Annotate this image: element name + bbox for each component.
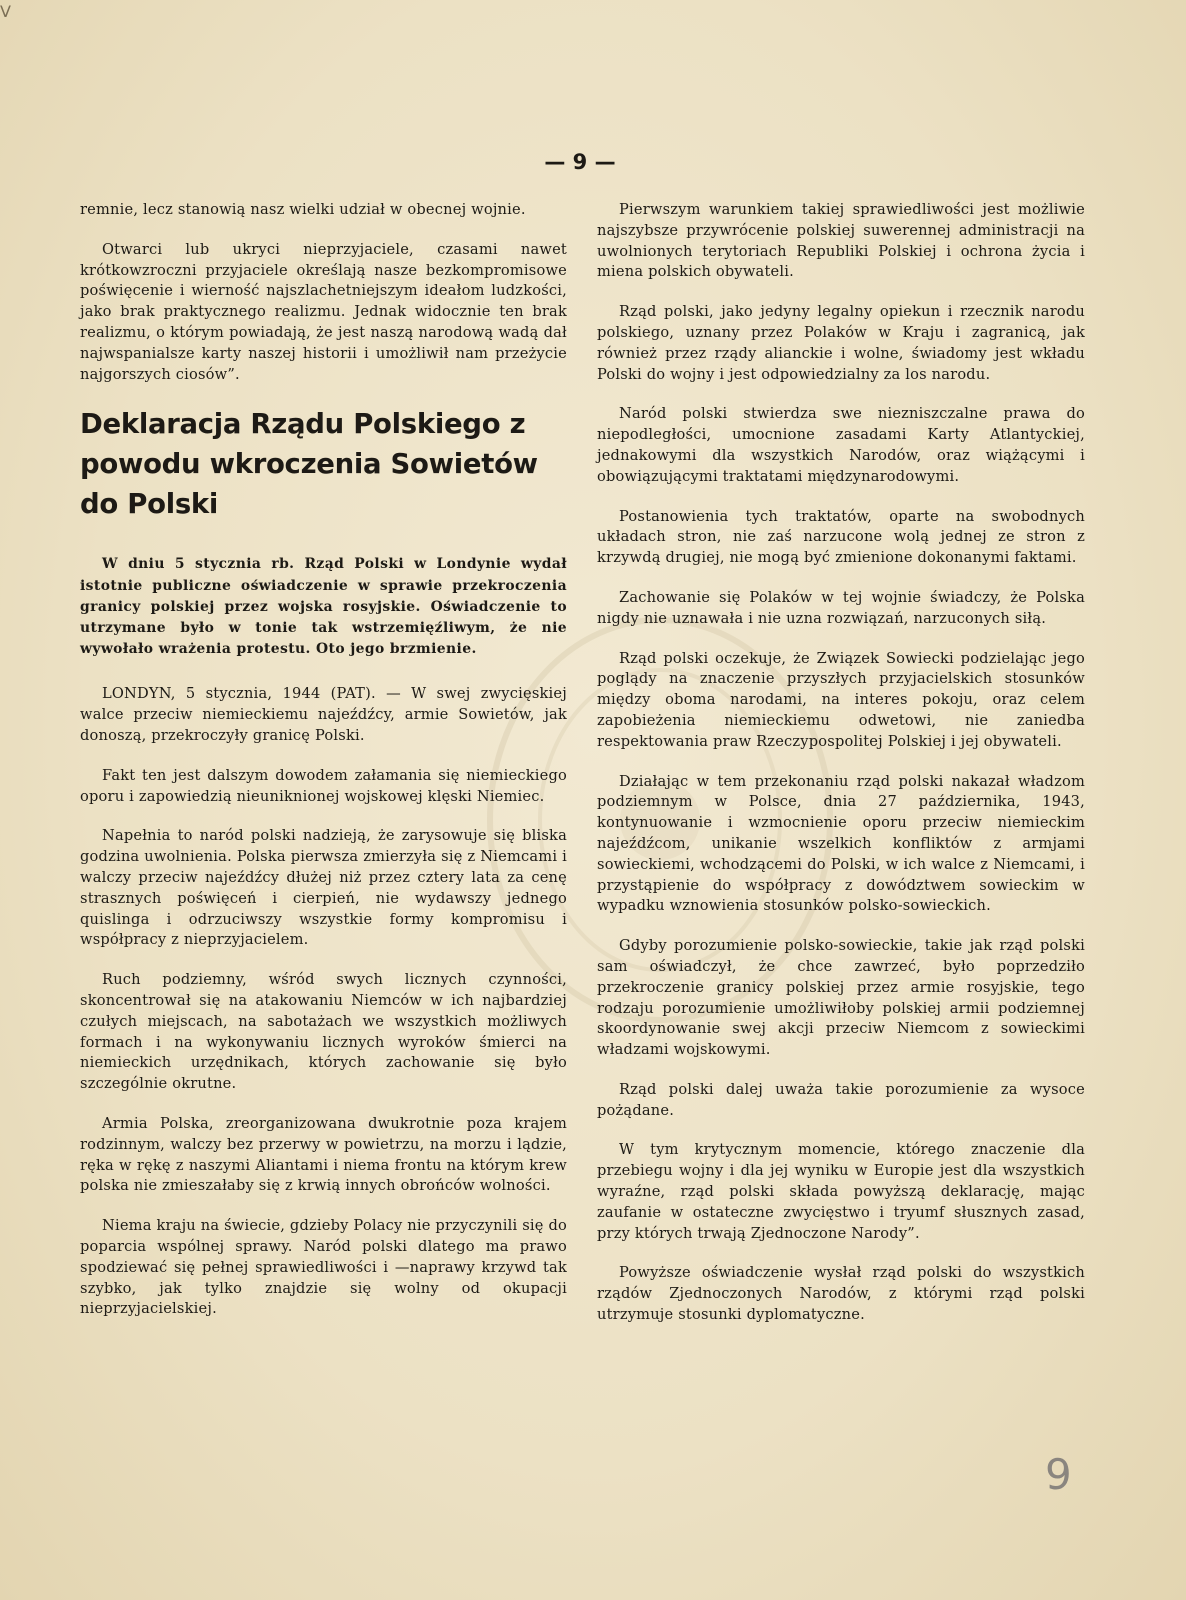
- paragraph: Rząd polski oczekuje, że Związek Sowiecki podzielając jego poglądy na znaczenie przyszłych przyjacielskich stosunków między oboma narodami, na interes pokoju, oraz celem zapobieżenia niemieckiemu odwetowi, nie zaniedba respektowania praw Rzeczypospolitej Polskiej i jej obywateli.: [597, 649, 1085, 750]
- paragraph: Pierwszym warunkiem takiej sprawiedliwości jest możliwie najszybsze przywrócenie polskiej suwerennej administracji na uwolnionych terytoriach Republiki Polskiej i ochrona życia i miena polskich obywateli.: [597, 201, 1085, 281]
- right-column: [597, 200, 1085, 1345]
- paragraph: Rząd polski dalej uważa takie porozumienie za wysoce pożądane.: [597, 1080, 1085, 1119]
- paragraph: Powyższe oświadczenie wysłał rząd polski do wszystkich rządów Zjednoczonych Narodów, z którymi rząd polski utrzymuje stosunki dyplomatyczne.: [597, 1264, 1085, 1324]
- corner-pencil-mark: V: [0, 2, 11, 21]
- page-number: — 9 —: [544, 150, 616, 174]
- paragraph: Zachowanie się Polaków w tej wojnie świadczy, że Polska nigdy nie uznawała i nie uzna rozwiązań, narzuconych siłą.: [597, 588, 1085, 627]
- paragraph: Fakt ten jest dalszym dowodem załamania się niemieckiego oporu i zapowiedzią nieuniknionej wojskowej klęski Niemiec.: [80, 766, 567, 805]
- paragraph: Niema kraju na świecie, gdzieby Polacy nie przyczynili się do poparcia wspólnej sprawy. Naród polski dlatego ma prawo spodziewać się pełnej sprawiedliwości i —naprawy krzywd tak szybko, jak tylko znajdzie się wolny od okupacji nieprzyjacielskiej.: [80, 1217, 567, 1318]
- paragraph: remnie, lecz stanowią nasz wielki udział w obecnej wojnie.: [80, 201, 526, 218]
- paragraph: Rząd polski, jako jedyny legalny opiekun i rzecznik narodu polskiego, uznany przez Polaków w Kraju i zagranicą, jak również przez rządy alianckie i wolne, świadomy jest wkładu Polski do wojny i jest odpowiedzialny za los narodu.: [597, 303, 1085, 383]
- lead-paragraph: W dniu 5 stycznia rb. Rząd Polski w Londynie wydał istotnie publiczne oświadczenie w sprawie przekroczenia granicy polskiej przez wojska rosyjskie. Oświadczenie to utrzymane było w tonie tak wstrzemięźliwym, że nie wywołało wrażenia protestu. Oto jego brzmienie.: [80, 556, 567, 658]
- paragraph: Armia Polska, zreorganizowana dwukrotnie poza krajem rodzinnym, walczy bez przerwy w powietrzu, na morzu i lądzie, ręka w rękę z naszymi Aliantami i niema frontu na którym krew polska nie zmieszałaby się z krwią innych obrońców wolności.: [80, 1114, 567, 1195]
- paragraph: LONDYN, 5 stycznia, 1944 (PAT). — W swej zwycięskiej walce przeciw niemieckiemu najeźdźcy, armie Sowietów, jak donoszą, przekroczyły granicę Polski.: [80, 685, 567, 744]
- paragraph: Ruch podziemny, wśród swych licznych czynności, skoncentrował się na atakowaniu Niemców w ich najbardziej czułych miejscach, na sabotażach we wszystkich możliwych formach i na wykonywaniu licznych wyroków śmierci na niemieckich urzędnikach, których zachowanie się było szczególnie okrutne.: [80, 971, 567, 1093]
- paragraph: Działając w tem przekonaniu rząd polski nakazał władzom podziemnym w Polsce, dnia 27 października, 1943, kontynuowanie i wzmocnienie oporu przeciw niemieckim najeźdźcom, unikanie wszelkich konfliktów z armjami sowieckiemi, wchodzącemi do Polski, w ich walce z Niemcami, i przystąpienie do współpracy z dowództwem sowieckim w wypadku wznowienia stosunków polsko-sowieckich.: [597, 772, 1085, 915]
- handwritten-page-number: 9: [1045, 1450, 1072, 1499]
- paragraph: Otwarci lub ukryci nieprzyjaciele, czasami nawet krótkowzroczni przyjaciele określają nasze bezkompromisowe poświęcenie i wierność najszlachetniejszym ideałom ludzkości, jako brak praktycznego realizmu. Jednak widocznie ten brak realizmu, o którym powiadają, że jest naszą narodową wadą dał najwspanialsze karty naszej historii i umożliwił nam przeżycie najgorszych ciosów”.: [80, 240, 567, 383]
- paragraph: Napełnia to naród polski nadzieją, że zarysowuje się bliska godzina uwolnienia. Polska pierwsza zmierzyła się z Niemcami i walczy przeciw najeźdźcy dłużej niż przez cztery lata za cenę strasznych poświęceń i cierpień, nie wydawszy jednego quislinga i odrzuciwszy wszystkie formy kompromisu i współpracy z nieprzyjacielem.: [80, 827, 567, 949]
- paragraph: Postanowienia tych traktatów, oparte na swobodnych układach stron, nie zaś narzucone wolą jednej ze stron z krzywdą drugiej, nie mogą być zmienione dokonanymi faktami.: [597, 507, 1085, 567]
- paragraph: Gdyby porozumienie polsko-sowieckie, takie jak rząd polski sam oświadczył, że chce zawrzeć, było poprzedziło przekroczenie granicy polskiej przez armie rosyjskie, tego rodzaju porozumienie umożliwiłoby polskiej armii podziemnej skoordynowanie swej akcji przeciw Niemcom z sowieckimi władzami wojskowymi.: [597, 937, 1085, 1059]
- paragraph: Naród polski stwierdza swe niezniszczalne prawa do niepodległości, umocnione zasadami Karty Atlantyckiej, jednakowymi dla wszystkich Narodów, oraz wiążącymi i obowiązującymi traktatami międzynarodowymi.: [597, 405, 1085, 485]
- article-heading: Deklaracja Rządu Polskiego z powodu wkroczenia Sowietów do Polski: [80, 408, 538, 521]
- left-column: [80, 200, 567, 1339]
- paragraph: W tym krytycznym momencie, którego znaczenie dla przebiegu wojny i dla jej wyniku w Europie jest dla wszystkich wyraźne, rząd polski składa powyższą deklarację, mając zaufanie w ostateczne zwycięstwo i tryumf słusznych zasad, przy których trwają Zjednoczone Narody”.: [597, 1141, 1085, 1242]
